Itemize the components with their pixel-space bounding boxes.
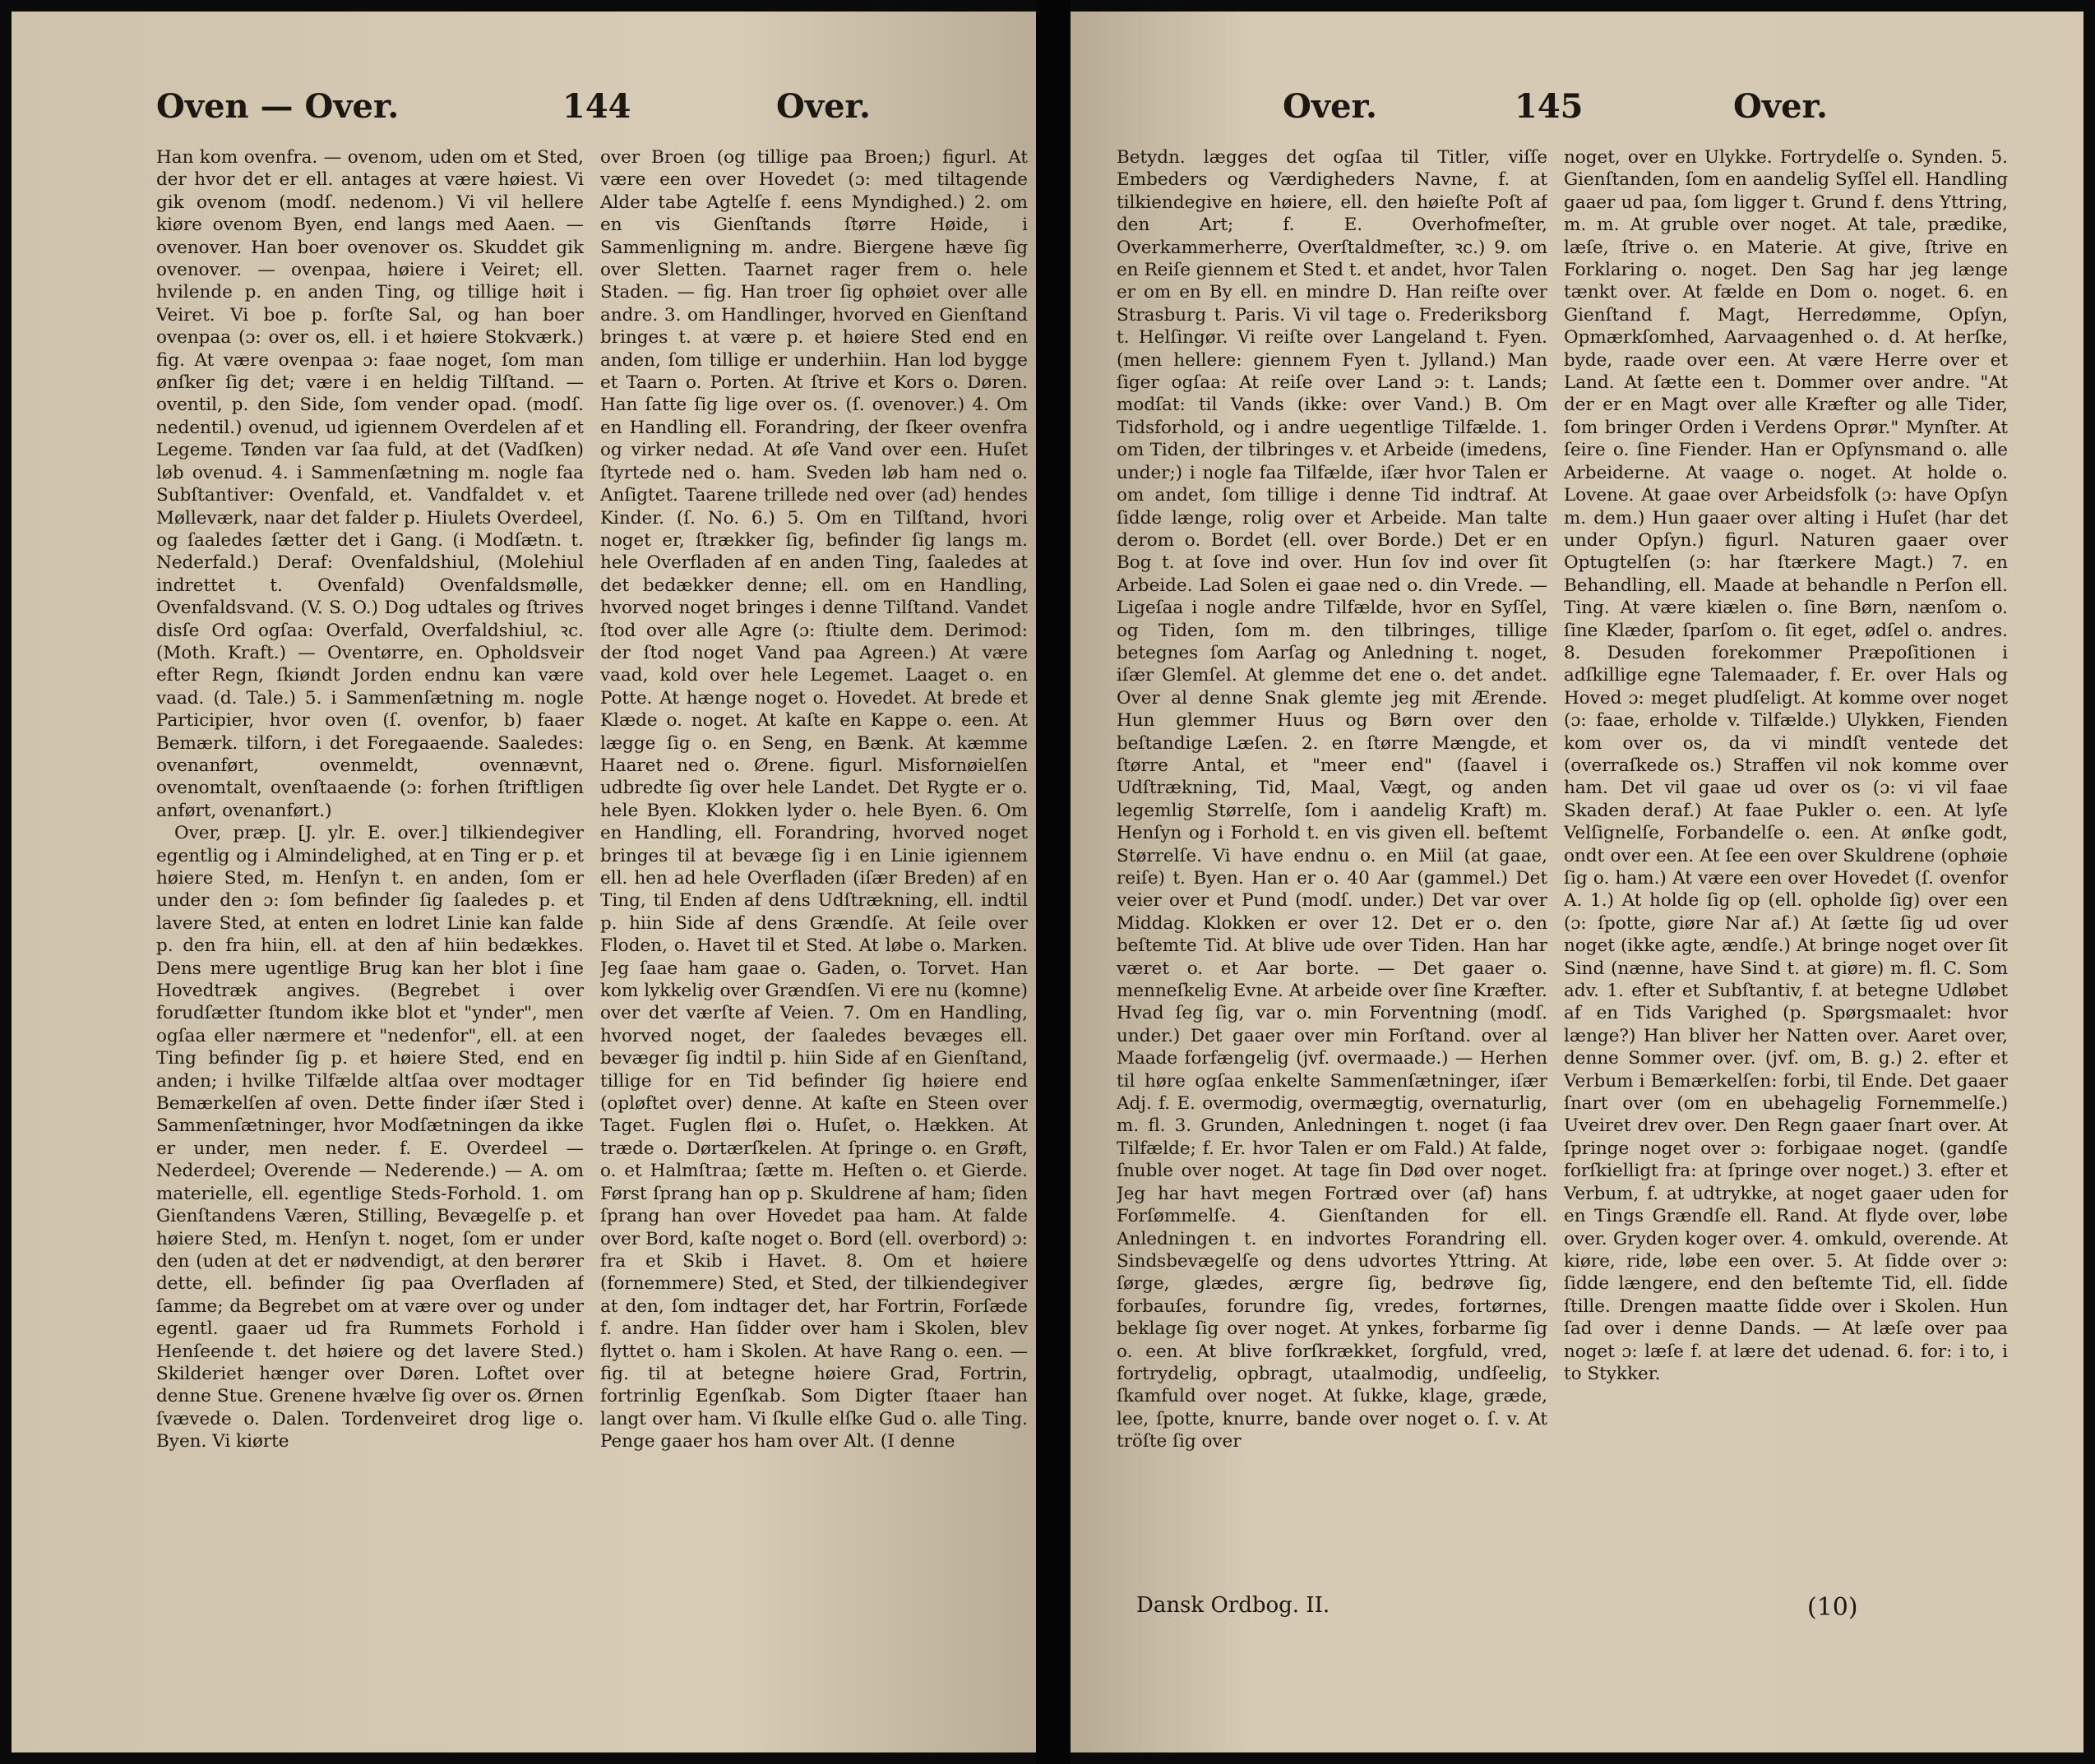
right-column-2: [1564, 146, 2008, 1703]
sheet-number: (10): [1807, 1593, 1858, 1622]
right-page-header: [1071, 87, 2083, 136]
right-running-head-left: Over.: [1283, 87, 1377, 126]
right-running-head: Over.: [1733, 87, 1828, 126]
right-page: [1071, 12, 2083, 1752]
signature-mark: Dansk Ordbog. II.: [1136, 1593, 1330, 1618]
right-page-footer: [1071, 1593, 2083, 1642]
entry-paragraph: Over, præp. [J. ylr. E. over.] tilkiendegiver egentlig og i Almindelighed, at en Ting er p. et høiere Sted, m. Henſyn t. en anden, ſom er under den ɔ: ſom befinder ſig ſaaledes p. et lavere Sted, at enten en lodret Linie kan falde p. den fra hiin, ell. at den af hiin bedækkes. Dens mere ugentlige Brug kan her blot i ſine Hovedtræk angives. (Begrebet i over forudſætter ſtundom ikke blot et "ynder", men ogſaa eller nærmere et "nedenfor", ell. at een Ting befinder ſig p. et høiere Sted, end en anden; i hvilke Tilfælde altſaa over modtager Bemærkelſen af oven. Dette finder iſær Sted i Sammenſætninger, hvor Modſætningen da ikke er under, men neder. f. E. Overdeel — Nederdeel; Overende — Nederende.) — A. om materielle, ell. egentlige Steds-Forhold. 1. om Gienſtandens Væren, Stilling, Bevægelſe p. et høiere Sted, m. Henſyn t. noget, ſom er under den (uden at det er nødvendigt, at den berører dette, ell. befinder ſig paa Overfladen af ſamme; da Begrebet om at være over og under egentl. gaaer ud fra Rummets Forhold i Henſeende t. det høiere og det lavere Sted.) Skilderiet hænger over Døren. Loftet over denne Stue. Grenene hvælve ſig over os. Ørnen ſvævede o. Dalen. Tordenveiret drog lige o. Byen. Vi kiørte: [156, 823, 584, 1452]
left-page: [12, 12, 1036, 1752]
entry-paragraph: Betydn. lægges det ogſaa til Titler, viſſe Embeders og Værdigheders Navne, f. at tilkiendegive en høiere, ell. den høieſte Poſt af den Art; f. E. Overhofmeſter, Overkammerherre, Overſtaldmeſter, ꝛc.) 9. om en Reiſe giennem et Sted t. et andet, hvor Talen er om en By ell. en mindre D. Han reiſte over Strasburg t. Paris. Vi vil tage o. Frederiksborg t. Helſingør. Vi reiſte over Langeland t. Fyen. (men hellere: giennem Fyen t. Jylland.) Man ſiger ogſaa: At reiſe over Land ɔ: t. Lands; modſat: til Vands (ikke: over Vand.) B. Om Tidsforhold, og i andre uegentlige Tilfælde. 1. om Tiden, der tilbringes v. et Arbeide (imedens, under;) i nogle faa Tilfælde, iſær hvor Talen er om andet, ſom tillige i denne Tid indtraf. At ſidde længe, rolig over et Arbeide. Man talte derom o. Bordet (ell. over Borde.) Det er en Bog t. at ſove ind over. Hun ſov ind over ſit Arbeide. Lad Solen ei gaae ned o. din Vrede. — Ligeſaa i nogle andre Tilfælde, hvor en Syſſel, og Tiden, ſom m. den tilbringes, tillige betegnes ſom Aarſag og Anledning t. noget, iſær Glemſel. At glemme det ene o. det andet. Over al denne Snak glemte jeg mit Ærende. Hun glemmer Huus og Børn over den beſtandige Læſen. 2. en ſtørre Mængde, et ſtørre Antal, et "meer end" (ſaavel i Udſtrækning, Tid, Maal, Vægt, og anden legemlig Størrelſe, ſom i aandelig Kraft) m. Henſyn og i Forhold t. en vis given ell. beſtemt Størrelſe. Vi have endnu o. en Miil (at gaae, reiſe) t. Byen. Han er o. 40 Aar (gammel.) Det veier over et Pund (modſ. under.) Det var over Middag. Klokken er over 12. Det er o. den beſtemte Tid. At blive ude over Tiden. Han har været o. et Aar borte. — Det gaaer o. menneſkelig Evne. At arbeide over ſine Kræfter. Hvad ſeg ſig, var o. min Forventning (modſ. under.) Det gaaer over min Forſtand. over al Maade forfængelig (jvf. overmaade.) — Herhen til høre ogſaa enkelte Sammenſætninger, iſær Adj. f. E. overmodig, overmægtig, overnaturlig, m. fl. 3. Grunden, Anledningen t. noget (i faa Tilfælde; f. Er. hvor Talen er om Fald.) At falde, ſnuble over noget. At tage ſin Død over noget. Jeg har havt megen Fortræd over (af) hans Forſømmelſe. 4. Gienſtanden for ell. Anledningen t. en indvortes Forandring ell. Sindsbevægelſe og dens udvortes Yttring. At ſørge, glædes, ærgre ſig, bedrøve ſig, forbauſes, forundre ſig, vredes, fortørnes, beklage ſig over noget. At ynkes, forbarme ſig o. een. At blive forſkrækket, ſorgfuld, vred, fortrydelig, opbragt, utaalmodig, undſeelig, ſkamfuld over noget. At ſukke, klage, græde, lee, ſpotte, knurre, bande over noget o. ſ. v. At tröſte ſig over: [1117, 147, 1547, 1452]
entry-paragraph: Han kom ovenfra. — ovenom, uden om et Sted, der hvor det er ell. antages at være høiest. Vi gik ovenom (modſ. nedenom.) Vi vil hellere kiøre ovenom Byen, end langs med Aaen. — ovenover. Han boer ovenover os. Skuddet gik ovenover. — ovenpaa, høiere i Veiret; ell. hvilende p. en anden Ting, og tillige høit i Veiret. Vi boe p. forſte Sal, og han boer ovenpaa (ɔ: over os, ell. i et høiere Stokværk.) fig. At være ovenpaa ɔ: faae noget, ſom man ønſker ſig det; være i en heldig Tilſtand. — oventil, p. den Side, ſom vender opad. (modſ. nedentil.) ovenud, ud igiennem Overdelen af et Legeme. Tønden var ſaa fuld, at det (Vadſken) løb ovenud. 4. i Sammenſætning m. nogle faa Subſtantiver: Ovenfald, et. Vandfaldet v. et Mølleværk, naar det falder p. Hiulets Overdeel, og ſaaledes ſætter det i Gang. (i Modſætn. t. Nederfald.) Deraf: Ovenfaldshiul, (Molehiul indrettet t. Ovenfald) Ovenfaldsmølle, Ovenfaldsvand. (V. S. O.) Dog udtales og ſtrives disſe Ord ogſaa: Overfald, Overfaldshiul, ꝛc. (Moth. Kraft.) — Oventørre, en. Opholdsveir efter Regn, ſkiøndt Jorden endnu kan være vaad. (d. Tale.) 5. i Sammenſætning m. nogle Participier, hvor oven (ſ. ovenfor, b) faaer Bemærk. tilforn, i det Foregaaende. Saaledes: ovenanført, ovenmeldt, ovennævnt, ovenomtalt, ovenſtaaende (ɔ: forhen ſtriftligen anført, ovenanført.): [156, 147, 584, 821]
left-page-header: [12, 87, 1036, 136]
entry-paragraph: over Broen (og tillige paa Broen;) figurl. At være een over Hovedet (ɔ: med tiltagende Alder tabe Agtelſe f. eens Myndighed.) 2. om en vis Gienſtands ſtørre Høide, i Sammenligning m. andre. Biergene hæve ſig over Sletten. Taarnet rager frem o. hele Staden. — fig. Han troer ſig ophøiet over alle andre. 3. om Handlinger, hvorved en Gienſtand bringes t. at være p. et høiere Sted end en anden, ſom tillige er underhiin. Han lod bygge et Taarn o. Porten. At ſtrive et Kors o. Døren. Han ſatte ſig lige over os. (ſ. ovenover.) 4. Om en Handling ell. Forandring, der ſkeer ovenfra og virker nedad. At øſe Vand over een. Huſet ſtyrtede ned o. ham. Sveden løb ham ned o. Anſigtet. Taarene trillede ned over (ad) hendes Kinder. (ſ. No. 6.) 5. Om en Tilſtand, hvori noget er, ſtrækker ſig, befinder ſig langs m. hele Overfladen af en anden Ting, ſaaledes at det bedækker denne; ell. om en Handling, hvorved noget bringes i denne Tilſtand. Vandet ſtod over alle Agre (ɔ: ſtiulte dem. Derimod: der ſtod noget Vand paa Agreen.) At være vaad, kold over hele Legemet. Laaget o. en Potte. At hænge noget o. Hovedet. At brede et Klæde o. noget. At kaſte en Kappe o. een. At lægge ſig o. en Seng, en Bænk. At kæmme Haaret ned o. Ørene. figurl. Misfornøielſen udbredte ſig over hele Landet. Det Rygte er o. hele Byen. Klokken lyder o. hele Byen. 6. Om en Handling, ell. Forandring, hvorved noget bringes til at bevæge ſig i en Linie igiennem ell. hen ad hele Overfladen (iſær Breden) af en Ting, til Enden af dens Udſtrækning, ell. indtil p. hiin Side af dens Grændſe. At ſeile over Floden, o. Havet til et Sted. At løbe o. Marken. Jeg ſaae ham gaae o. Gaden, o. Torvet. Han kom lykkelig over Grændſen. Vi ere nu (komne) over det værſte af Veien. 7. Om en Handling, hvorved noget, der ſaaledes bevæges ell. bevæger ſig indtil p. hiin Side af en Gienſtand, tillige for en Tid befinder ſig høiere end (opløftet over) denne. At kaſte en Steen over Taget. Fuglen fløi o. Huſet, o. Hækken. At træde o. Dørtærſkelen. At ſpringe o. en Grøft, o. et Halmſtraa; ſætte m. Heſten o. et Gierde. Først ſprang han op p. Skuldrene af ham; ſiden ſprang han over Hovedet paa ham. At falde over Bord, kaſte noget o. Bord (ell. overbord) ɔ: fra et Skib i Havet. 8. Om et høiere (fornemmere) Sted, et Sted, der tilkiendegiver at den, ſom indtager det, har Fortrin, Forſæde f. andre. Han ſidder over ham i Skolen, blev flyttet o. ham i Skolen. At have Rang o. een. — fig. til at betegne høiere Grad, Fortrin, fortrinlig Egenſkab. Som Digter ſtaaer han langt over ham. Vi ſkulle elſke Gud o. alle Ting. Penge gaaer hos ham over Alt. (I denne: [600, 147, 1028, 1452]
left-column-1: [156, 146, 584, 1703]
left-page-number: 144: [562, 87, 631, 126]
left-column-2: [600, 146, 1028, 1703]
right-column-1: [1117, 146, 1547, 1703]
left-running-head: Oven — Over.: [156, 87, 400, 126]
right-page-number: 145: [1515, 87, 1584, 126]
book-gutter: [1036, 0, 1071, 1764]
left-running-head-right: Over.: [776, 87, 871, 126]
entry-paragraph: noget, over en Ulykke. Fortrydelſe o. Synden. 5. Gienſtanden, ſom en aandelig Syſſel ell. Handling gaaer ud paa, ſom ligger t. Grund f. dens Yttring, m. m. At gruble over noget. At tale, prædike, læſe, ſtrive o. en Materie. At give, ſtrive en Forklaring o. noget. Den Sag har jeg længe tænkt over. At fælde en Dom o. noget. 6. en Gienſtand f. Magt, Herredømme, Opſyn, Opmærkſomhed, Aarvaagenhed o. d. At herſke, byde, raade over een. At være Herre over et Land. At ſætte een t. Dommer over andre. "At der er en Magt over alle Kræfter og alle Tider, ſom bringer Orden i Verdens Oprør." Mynſter. At ſeire o. ſine Fiender. Han er Opſynsmand o. alle Arbeiderne. At vaage o. noget. At holde o. Lovene. At gaae over Arbeidsfolk (ɔ: have Opſyn m. dem.) Hun gaaer over alting i Huſet (har det under Opſyn.) figurl. Naturen gaaer over Optugtelſen (ɔ: har ſtærkere Magt.) 7. en Behandling, ell. Maade at behandle n Perſon ell. Ting. At være kiælen o. ſine Børn, nænſom o. ſine Klæder, ſparſom o. ſit eget, ødſel o. andres. 8. Desuden forekommer Præpoſitionen i adſkillige egne Talemaader, f. Er. over Hals og Hoved ɔ: meget pludſeligt. At komme over noget (ɔ: faae, erholde v. Tilfælde.) Ulykken, Fienden kom over os, da vi mindſt ventede det (overraſkede os.) Straffen vil nok komme over ham. Det vil gaae ud over os (ɔ: vi vil faae Skaden deraf.) At faae Pukler o. een. At lyſe Velſignelſe, Forbandelſe o. een. At ønſke godt, ondt over een. At ſee een over Skuldrene (ophøie ſig o. ham.) At være een over Hovedet (ſ. ovenfor A. 1.) At holde ſig op (ell. opholde ſig) over een (ɔ: ſpotte, giøre Nar af.) At ſætte ſig ud over noget (ikke agte, ændſe.) At bringe noget over ſit Sind (nænne, have Sind t. at giøre) m. fl. C. Som adv. 1. efter et Subſtantiv, f. at betegne Udløbet af en Tids Varighed (p. Spørgsmaalet: hvor længe?) Han bliver her Natten over. Aaret over, denne Sommer over. (jvf. om, B. g.) 2. efter et Verbum i Bemærkelſen: forbi, til Ende. Det gaaer ſnart over (om en ubehagelig Fornemmelſe.) Uveiret drev over. Den Regn gaaer ſnart over. At ſpringe noget over ɔ: forbigaae noget. (gandſe forſkielligt fra: at ſpringe over noget.) 3. efter et Verbum, f. at udtrykke, at noget gaaer uden for en Tings Grændſe ell. Rand. At flyde over, løbe over. Gryden koger over. 4. omkuld, overende. At kiøre, ride, løbe een over. 5. At ſidde over ɔ: ſidde længere, end den beſtemte Tid, ell. ſidde ſtille. Drengen maatte ſidde over i Skolen. Hun ſad over i denne Dands. — At læſe over paa noget ɔ: læſe f. at lære det udenad. 6. for: i to, i to Stykker.: [1564, 147, 2008, 1384]
